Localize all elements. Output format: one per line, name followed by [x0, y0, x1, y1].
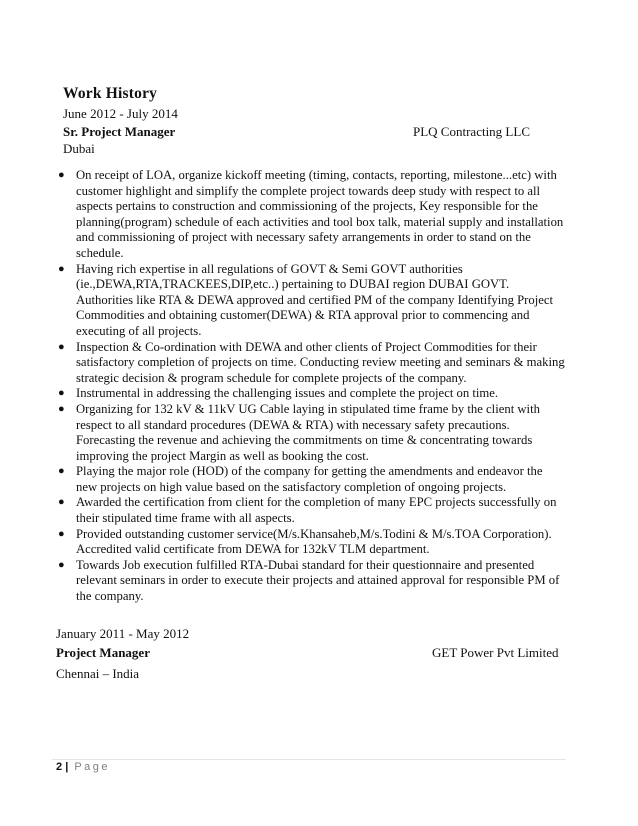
list-item: ● Provided outstanding customer service(M/s.Khansaheb,M/s.Todini & M/s.TOA Corporation). Accredited valid certificate from DEWA for 132kV TLM department. [58, 526, 552, 557]
list-item: ● Towards Job execution fulfilled RTA-Dubai standard for their questionnaire and presented relevant seminars in order to execute their projects and attained approval for responsible PM of the company. [58, 557, 560, 604]
bullet-icon: ● [58, 465, 65, 478]
bullet-icon: ● [58, 496, 65, 509]
list-item: ● Awarded the certification from client for the completion of many EPC projects successfully on their stipulated time frame with all aspects. [58, 495, 557, 526]
list-item: ● Organizing for 132 kV & 11kV UG Cable laying in stipulated time frame by the client with respect to all standard procedures (DEWA & RTA) with necessary safety precautions. Forecasting the revenue and achieving the commitments on time & concentrating towards improving the project Margin as well as booking the cost. [58, 401, 540, 463]
list-item: ● Inspection & Co-ordination with DEWA and other clients of Project Commodities for their satisfactory completion of projects on time. Conducting review meeting and seminars & making strategic decision & program schedule for complete projects of the company. [58, 339, 565, 385]
bullet-icon: ● [58, 402, 65, 415]
bullet-icon: ● [58, 527, 65, 540]
list-item: ● On receipt of LOA, organize kickoff meeting (timing, contacts, reporting, milestone...etc) with customer highlight and simplify the complete project towards deep study with respect to all aspects pertains to construction and commissioning of the projects, Key responsible for the planning(program) schedule of each activities and tool box talk, material supply and installation and commissioning of project with necessary safety arrangements in order to stand on the schedule. [58, 168, 564, 260]
list-item: ● Instrumental in addressing the challenging issues and complete the project on time. [58, 386, 499, 401]
job-1-location: Dubai [63, 141, 95, 156]
bullet-icon: ● [58, 387, 65, 400]
list-item: ● Having rich expertise in all regulations of GOVT & Semi GOVT authorities (ie.,DEWA,RTA,TRACKEES,DIP,etc..) pertaining to DUBAI region DUBAI GOVT. Authorities like RTA & DEWA approved and certified PM of the company Identifying Project Commodities and obtaining customer(DEWA) & RTA approval prior to commencing and executing of all projects. [58, 261, 554, 338]
footer-divider [52, 759, 566, 760]
job-1-dates: June 2012 - July 2014 [63, 106, 178, 121]
bullet-icon: ● [58, 558, 65, 571]
list-item: ● Playing the major role (HOD) of the company for getting the amendments and endeavor the new projects on high value based on the satisfactory completion of ongoing projects. [58, 464, 543, 494]
job-2-location: Chennai – India [56, 666, 140, 681]
bullet-icon: ● [58, 169, 65, 181]
bullet-icon: ● [58, 262, 65, 275]
bullet-icon: ● [58, 340, 65, 353]
page-number: 2 [56, 761, 63, 773]
job-1-title: Sr. Project Manager [63, 124, 176, 139]
job-2-dates: January 2011 - May 2012 [56, 626, 190, 641]
page-footer [56, 761, 110, 773]
job-1-company: PLQ Contracting LLC [413, 124, 530, 139]
section-heading: Work History [63, 85, 158, 102]
page-label: Page [74, 761, 111, 773]
job-2-company: GET Power Pvt Limited [432, 645, 559, 660]
job-1-bullet-list [56, 168, 566, 605]
job-2-title: Project Manager [56, 645, 150, 660]
footer-separator: | [65, 761, 69, 773]
